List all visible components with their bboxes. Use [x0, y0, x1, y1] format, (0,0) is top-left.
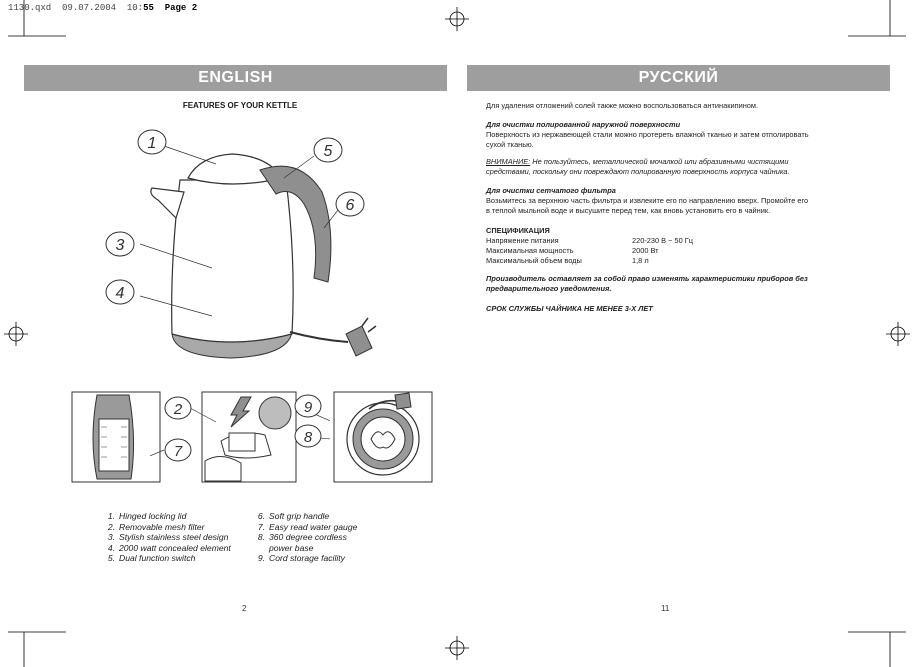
callout-5: 5: [323, 143, 333, 160]
inset-callouts: [150, 390, 330, 470]
list-item: 3. Stylish stainless steel design: [107, 532, 229, 543]
list-item: 9. Cord storage facility: [257, 553, 345, 564]
ru-specifications: [486, 226, 848, 266]
page-number-right: 11: [661, 604, 670, 613]
list-item: 4. 2000 watt concealed element: [107, 542, 231, 553]
page-number-left: 2: [242, 604, 247, 613]
spec-row: Максимальная мощность 2000 Вт: [486, 246, 659, 255]
ru-warning: [486, 157, 848, 177]
callout-6: 6: [345, 197, 355, 214]
list-item: 6. Soft grip handle: [257, 511, 330, 521]
slug-date: 09.07.2004: [62, 3, 117, 13]
english-header: ENGLISH: [24, 65, 447, 91]
spec-row: Напряжение питания 220-230 В ~ 50 Гц: [486, 236, 694, 245]
ru-heading-polish: Для очистки полированной наружной поверхности: [486, 120, 681, 129]
ru-section-filter: [486, 186, 848, 216]
ru-warning-label: ВНИМАНИЕ:: [486, 157, 531, 166]
water-gauge-detail: [71, 391, 161, 483]
slug-file: 1130.qxd: [8, 3, 52, 13]
cord-storage-detail: [333, 391, 433, 483]
ru-text-polish-2: сухой тканью.: [486, 140, 534, 149]
list-item: 2. Removable mesh filter: [107, 521, 205, 532]
kettle-body-shape: [172, 180, 293, 342]
list-item: 7. Easy read water gauge: [257, 521, 358, 532]
ru-notice: [486, 274, 848, 294]
callout-2: 2: [173, 401, 183, 418]
slug-time: 10:: [126, 3, 144, 13]
features-list-col2: [250, 511, 400, 564]
list-item: 1. Hinged locking lid: [107, 511, 187, 521]
callout-3: 3: [115, 237, 125, 254]
slug-page: Page 2: [164, 3, 198, 13]
ru-notice-2: предварительного уведомления.: [486, 284, 612, 293]
ru-text-filter-1: Возьмитесь за верхнюю часть фильтра и извлеките его по направлению вверх. Промойте его: [486, 196, 809, 205]
ru-service-life: СРОК СЛУЖБЫ ЧАЙНИКА НЕ МЕНЕЕ 3-Х ЛЕТ: [486, 304, 653, 313]
ru-text-polish-1: Поверхность из нержавеющей стали можно протереть влажной тканью и затем отполировать: [486, 130, 809, 139]
ru-heading-filter: Для очистки сетчатого фильтра: [486, 186, 616, 195]
features-list-col1: [100, 511, 260, 564]
print-slug: 1130.qxd 09.07.2004 10:55 Page 2: [8, 3, 198, 13]
ru-warning-text-1: Не пользуйтесь, металлической мочалкой или абразивными чистящими: [530, 157, 789, 166]
spec-row: Максимальный объем воды 1,8 л: [486, 256, 649, 265]
list-item: power base: [269, 542, 314, 553]
callout-9: 9: [303, 399, 313, 416]
list-item: 5. Dual function switch: [107, 553, 196, 564]
ru-section-polish: [486, 120, 848, 150]
ru-paragraph-descale: Для удаления отложений солей также можно воспользоваться антинакипином.: [486, 101, 759, 110]
callout-8: 8: [303, 429, 313, 446]
list-item: 8. 360 degree cordless: [257, 532, 347, 543]
ru-notice-1: Производитель оставляет за собой право изменять характеристики приборов без: [486, 274, 808, 283]
callout-4: 4: [115, 285, 125, 302]
callout-7: 7: [173, 443, 183, 460]
kettle-illustration: [100, 120, 380, 380]
ru-warning-text-2: средствами, поскольку они повреждают полированную поверхность корпуса чайника.: [486, 167, 790, 176]
ru-text-filter-2: в теплой мыльной воде и высушите перед тем, как вновь установить его в чайник.: [486, 206, 771, 215]
features-title: FEATURES OF YOUR KETTLE: [182, 101, 298, 110]
callout-1: 1: [147, 135, 157, 152]
russian-header: РУССКИЙ: [467, 65, 890, 91]
ru-spec-title: СПЕЦИФИКАЦИЯ: [486, 226, 550, 235]
